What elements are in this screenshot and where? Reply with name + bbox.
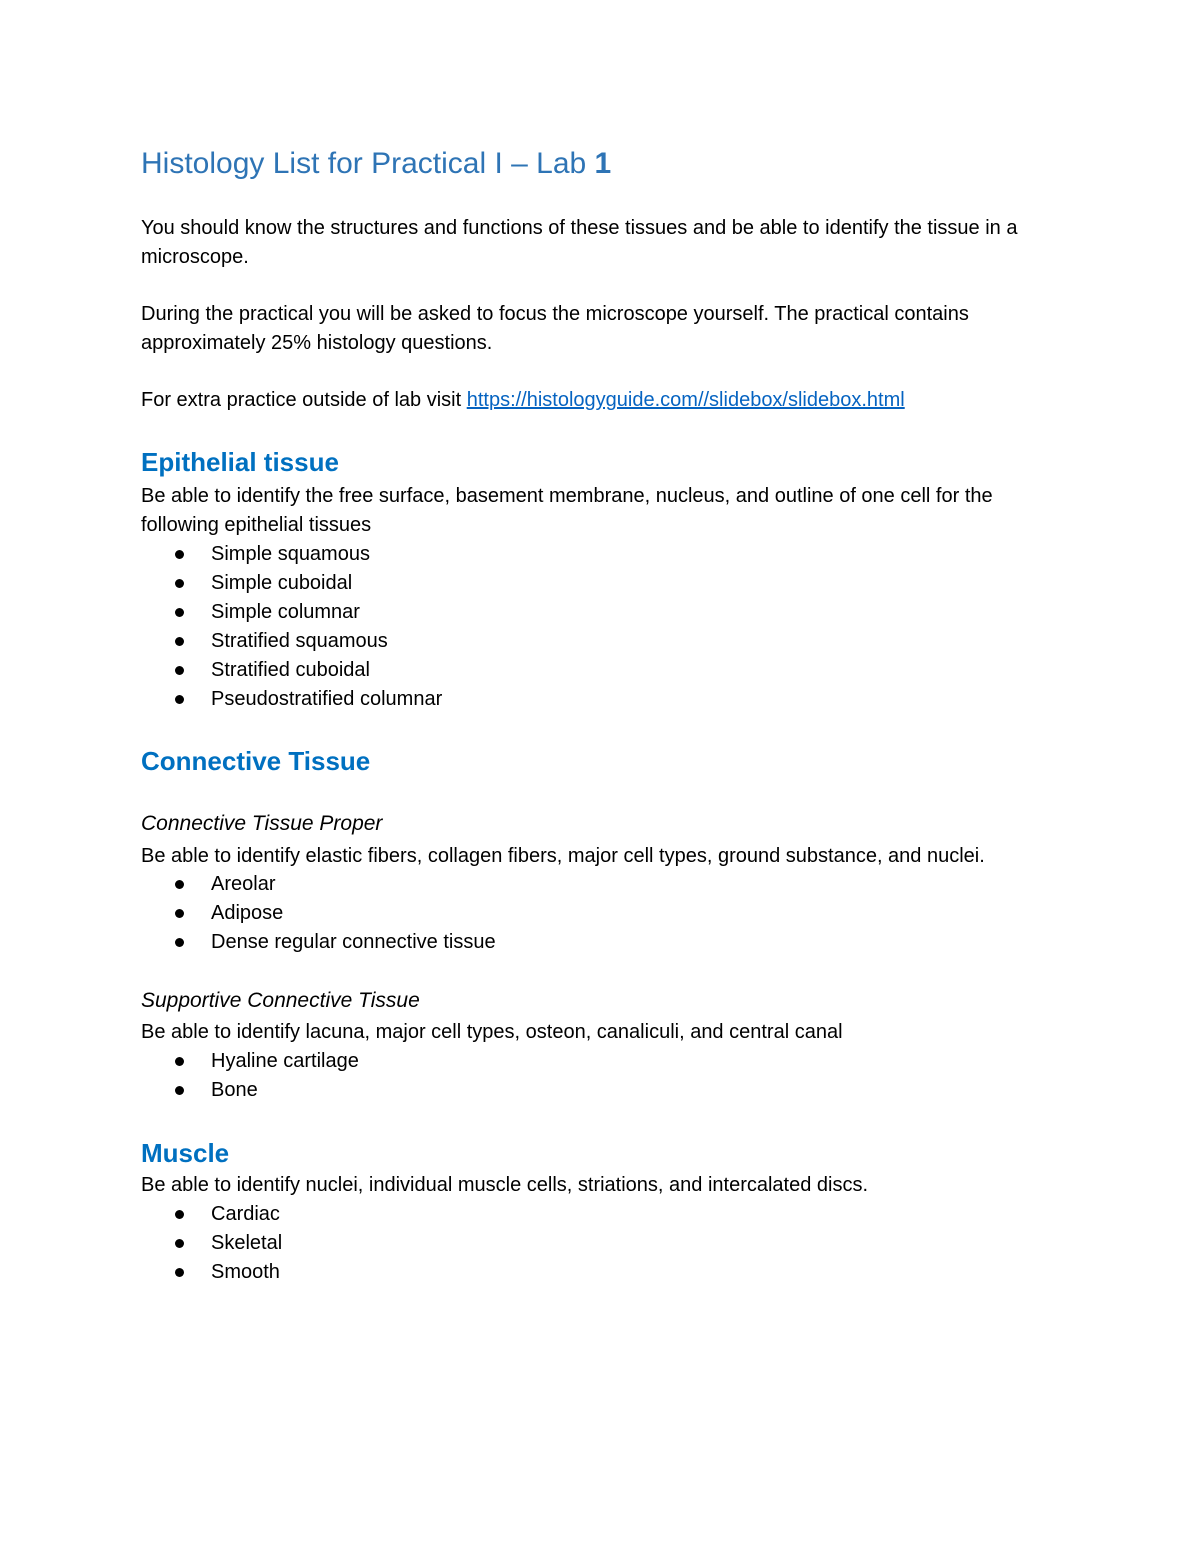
intro-paragraph-3 bbox=[141, 386, 1061, 415]
bullet-icon bbox=[175, 666, 184, 675]
bullet-icon bbox=[175, 637, 184, 646]
bullet-icon bbox=[175, 880, 184, 889]
list-item: Stratified squamous bbox=[141, 627, 442, 656]
bullet-icon bbox=[175, 1086, 184, 1095]
list-item: Stratified cuboidal bbox=[141, 656, 442, 685]
muscle-list bbox=[141, 1200, 282, 1287]
list-item: Smooth bbox=[141, 1258, 282, 1287]
title-number: 1 bbox=[594, 147, 612, 180]
bullet-icon bbox=[175, 938, 184, 947]
list-item: Dense regular connective tissue bbox=[141, 928, 496, 957]
list-item: Adipose bbox=[141, 899, 496, 928]
supportive-subheading: Supportive Connective Tissue bbox=[141, 989, 420, 1012]
bullet-icon bbox=[175, 909, 184, 918]
intro-paragraph-1: You should know the structures and functions of these tissues and be able to identify the tissue in a microscope. bbox=[141, 217, 1018, 268]
bullet-icon bbox=[175, 1268, 184, 1277]
supportive-list bbox=[141, 1047, 359, 1105]
bullet-icon bbox=[175, 695, 184, 704]
list-item: Hyaline cartilage bbox=[141, 1047, 359, 1076]
histology-guide-link[interactable]: https://histologyguide.com//slidebox/slidebox.html bbox=[466, 389, 905, 411]
connective-proper-subheading: Connective Tissue Proper bbox=[141, 812, 383, 835]
list-item: Simple columnar bbox=[141, 598, 442, 627]
supportive-description: Be able to identify lacuna, major cell types, osteon, canaliculi, and central canal bbox=[141, 1021, 843, 1043]
epithelial-list bbox=[141, 540, 442, 714]
document-title bbox=[141, 142, 611, 186]
muscle-description: Be able to identify nuclei, individual muscle cells, striations, and intercalated discs. bbox=[141, 1174, 869, 1196]
list-item: Cardiac bbox=[141, 1200, 282, 1229]
title-text: Histology List for Practical I – Lab bbox=[141, 147, 595, 180]
connective-proper-list bbox=[141, 870, 496, 957]
epithelial-description: Be able to identify the free surface, basement membrane, nucleus, and outline of one cell for the following epithelial tissues bbox=[141, 485, 993, 536]
bullet-icon bbox=[175, 1057, 184, 1066]
connective-proper-description: Be able to identify elastic fibers, collagen fibers, major cell types, ground substance, and nuclei. bbox=[141, 845, 985, 867]
intro-paragraph-2: During the practical you will be asked to focus the microscope yourself. The practical contains approximately 25% histology questions. bbox=[141, 303, 969, 354]
list-item: Areolar bbox=[141, 870, 496, 899]
list-item: Simple cuboidal bbox=[141, 569, 442, 598]
list-item: Skeletal bbox=[141, 1229, 282, 1258]
bullet-icon bbox=[175, 1210, 184, 1219]
bullet-icon bbox=[175, 608, 184, 617]
bullet-icon bbox=[175, 579, 184, 588]
practice-text: For extra practice outside of lab visit bbox=[141, 389, 467, 411]
epithelial-heading: Epithelial tissue bbox=[141, 447, 339, 477]
list-item: Simple squamous bbox=[141, 540, 442, 569]
bullet-icon bbox=[175, 550, 184, 559]
list-item: Bone bbox=[141, 1076, 359, 1105]
connective-heading: Connective Tissue bbox=[141, 746, 371, 776]
muscle-heading: Muscle bbox=[141, 1138, 230, 1168]
list-item: Pseudostratified columnar bbox=[141, 685, 442, 714]
bullet-icon bbox=[175, 1239, 184, 1248]
